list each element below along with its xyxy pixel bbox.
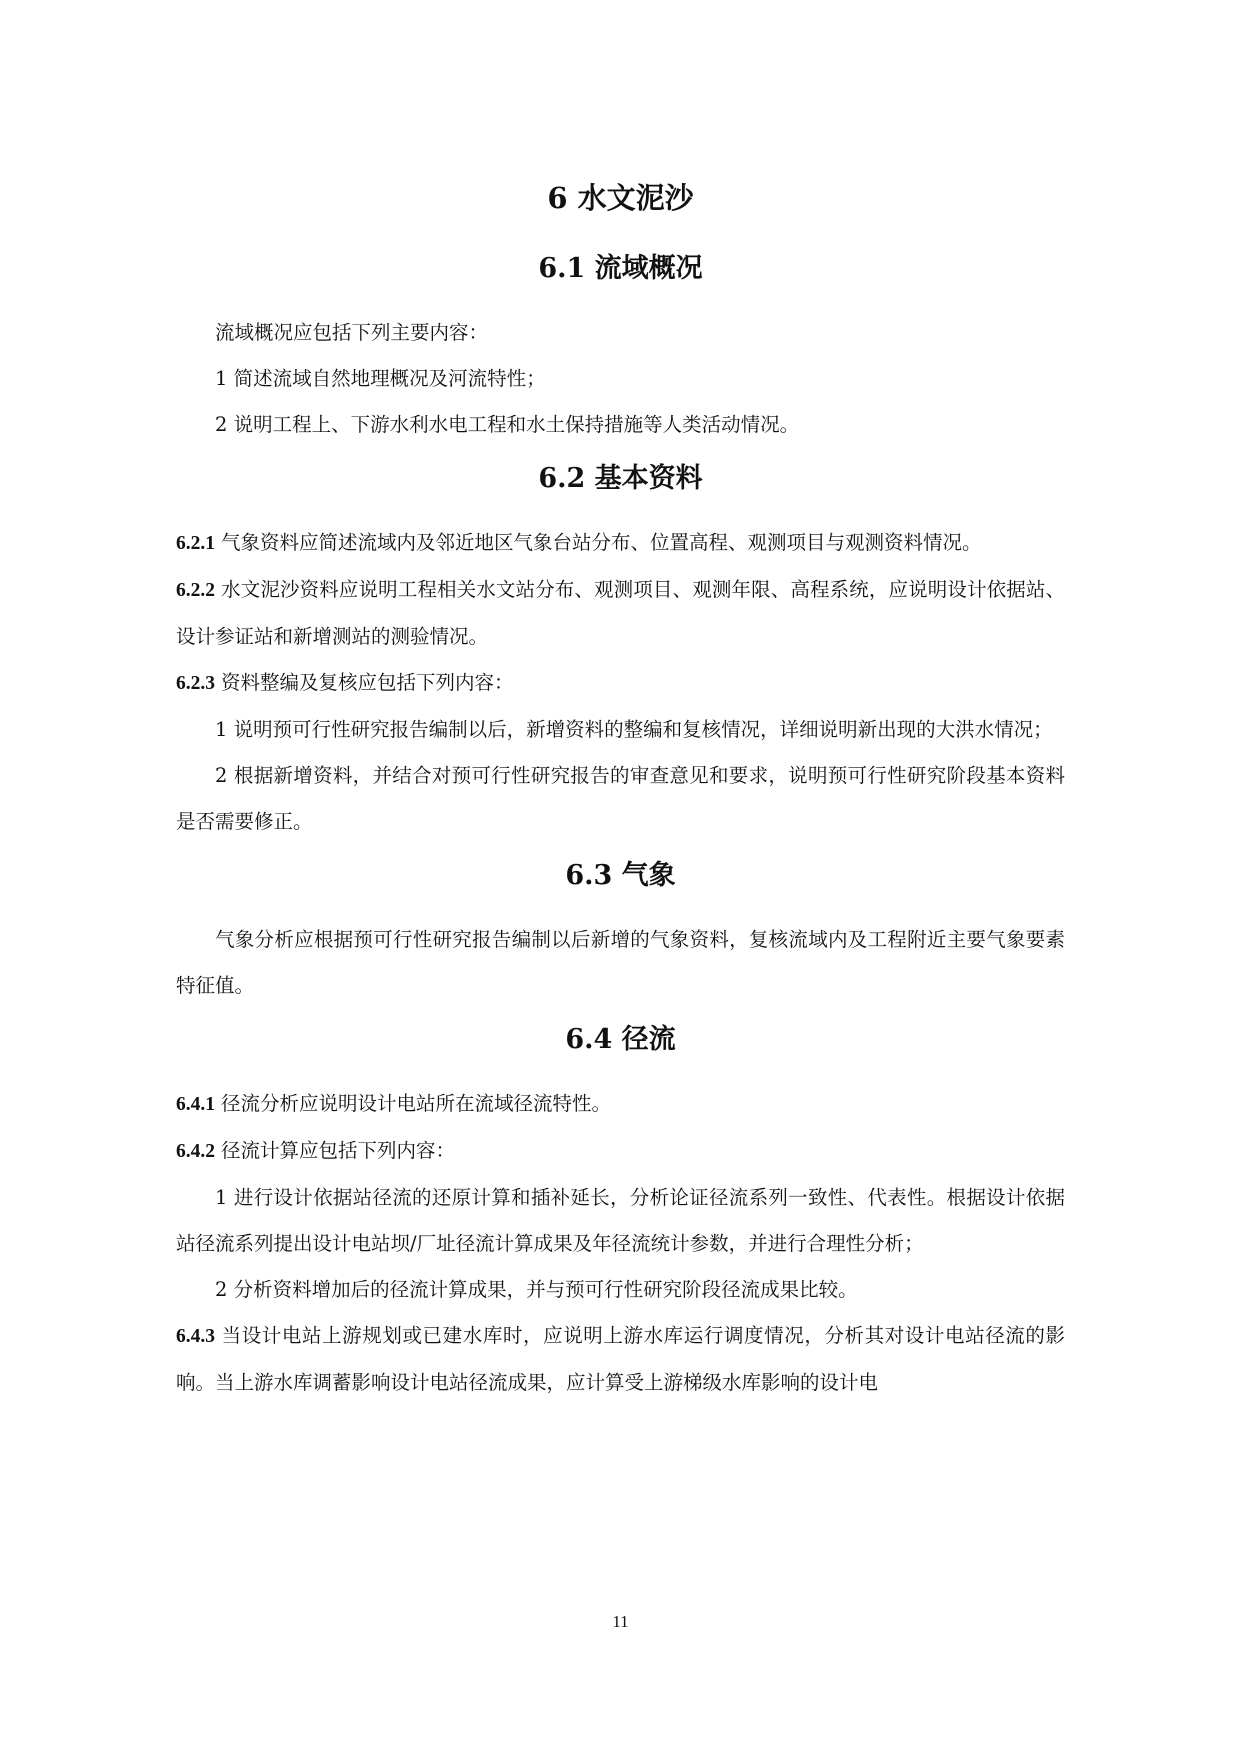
- clause-text: 水文泥沙资料应说明工程相关水文站分布、观测项目、观测年限、高程系统，应说明设计依据站、设计参证站和新增测站的测验情况。: [176, 578, 1065, 648]
- section-paragraph: 气象分析应根据预可行性研究报告编制以后新增的气象资料，复核流域内及工程附近主要气象要素特征值。: [176, 928, 1065, 997]
- clause-number: 6.4.3: [176, 1326, 215, 1347]
- clause-number: 6.2.3: [176, 673, 215, 694]
- section-intro: 流域概况应包括下列主要内容：: [215, 321, 489, 344]
- list-item: 2 根据新增资料，并结合对预可行性研究报告的审查意见和要求，说明预可行性研究阶段基本资料是否需要修正。: [176, 764, 1065, 833]
- clause-text: 径流分析应说明设计电站所在流域径流特性。: [221, 1092, 612, 1115]
- chapter-title: 6 水文泥沙: [547, 181, 694, 215]
- list-item: 1 说明预可行性研究报告编制以后，新增资料的整编和复核情况，详细说明新出现的大洪水情况；: [215, 718, 1053, 741]
- clause-6-4-3: [176, 1313, 1065, 1406]
- list-item: 1 进行设计依据站径流的还原计算和插补延长，分析论证径流系列一致性、代表性。根据设计依据站径流系列提出设计电站坝/厂址径流计算成果及年径流统计参数，并进行合理性分析；: [176, 1186, 1065, 1255]
- list-item: 2 分析资料增加后的径流计算成果，并与预可行性研究阶段径流成果比较。: [215, 1278, 858, 1301]
- list-item: 1 简述流域自然地理概况及河流特性；: [215, 367, 546, 390]
- clause-number: 6.4.2: [176, 1141, 215, 1162]
- clause-number: 6.2.2: [176, 580, 215, 601]
- list-item: 2 说明工程上、下游水利水电工程和水土保持措施等人类活动情况。: [215, 413, 800, 436]
- clause-6-2-3: [176, 660, 1065, 707]
- clause-6-4-2: [176, 1128, 1065, 1175]
- page-number: 11: [612, 1612, 629, 1631]
- clause-number: 6.4.1: [176, 1094, 215, 1115]
- clause-number: 6.2.1: [176, 533, 215, 554]
- section-heading-6-4: 6.4 径流: [565, 1024, 676, 1055]
- section-heading-6-1: 6.1 流域概况: [538, 253, 703, 284]
- clause-text: 径流计算应包括下列内容：: [221, 1139, 456, 1162]
- clause-text: 资料整编及复核应包括下列内容：: [221, 671, 514, 694]
- clause-6-2-1: [176, 520, 1065, 567]
- section-heading-6-2: 6.2 基本资料: [538, 463, 703, 494]
- clause-text: 气象资料应简述流域内及邻近地区气象台站分布、位置高程、观测项目与观测资料情况。: [221, 531, 982, 554]
- clause-6-2-2: [176, 567, 1065, 660]
- clause-text: 当设计电站上游规划或已建水库时，应说明上游水库运行调度情况，分析其对设计电站径流的影响。当上游水库调蓄影响设计电站径流成果，应计算受上游梯级水库影响的设计电: [176, 1324, 1065, 1394]
- section-heading-6-3: 6.3 气象: [565, 860, 676, 891]
- clause-6-4-1: [176, 1081, 1065, 1128]
